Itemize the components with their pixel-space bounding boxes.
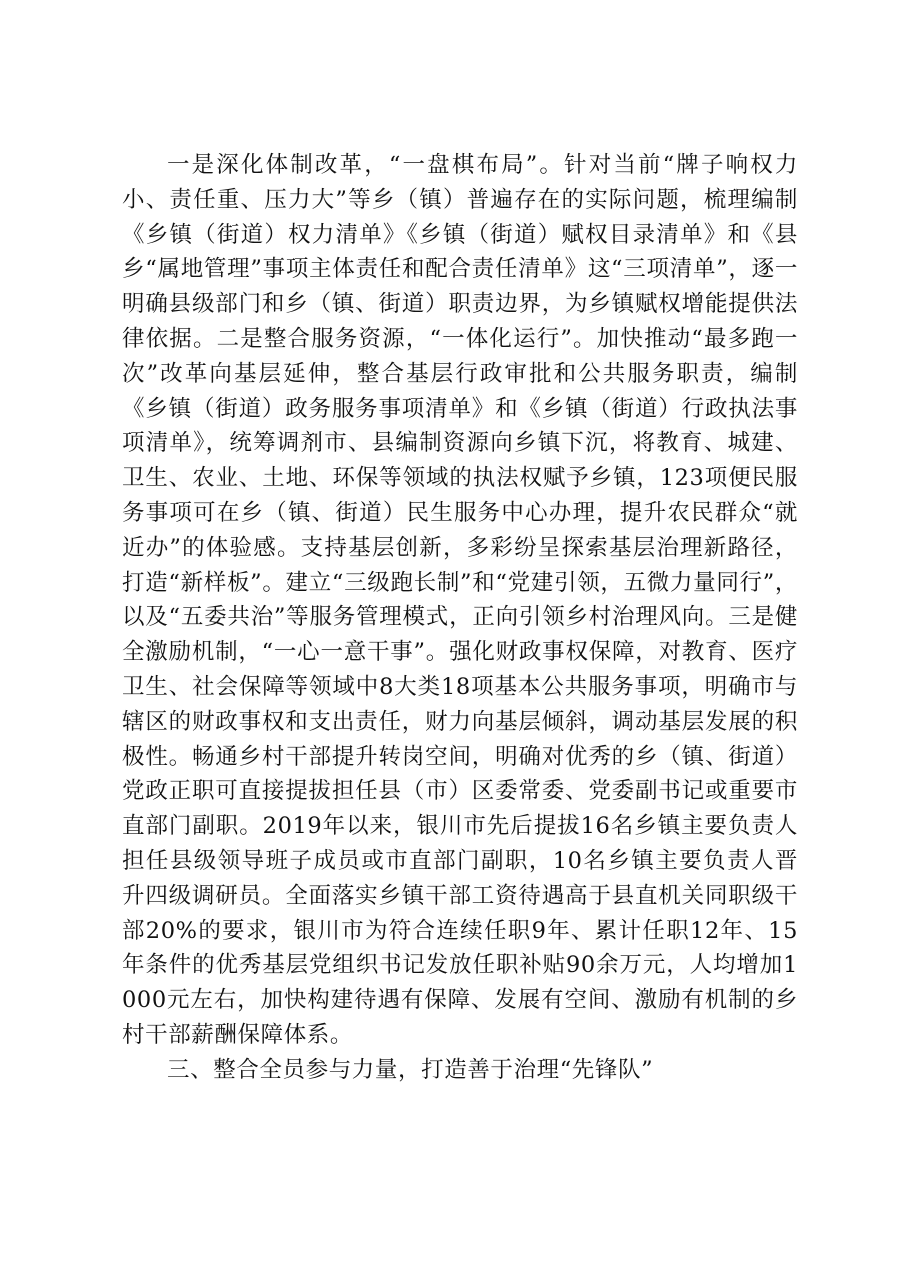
section-heading: 三、整合全员参与力量，打造善于治理“先锋队” xyxy=(167,1056,654,1083)
document-body xyxy=(122,148,798,1088)
body-paragraph: 一是深化体制改革，“一盘棋布局”。针对当前“牌子响权力小、责任重、压力大”等乡（镇）普遍存在的实际问题，梳理编制《乡镇（街道）权力清单》《乡镇（街道）赋权目录清单》和《县乡“属地管理”事项主体责任和配合责任清单》这“三项清单”，逐一明确县级部门和乡（镇、街道）职责边界，为乡镇赋权增能提供法律依据。二是整合服务资源，“一体化运行”。加快推动“最多跑一次”改革向基层延伸，整合基层行政审批和公共服务职责，编制《乡镇（街道）政务服务事项清单》和《乡镇（街道）行政执法事项清单》，统筹调剂市、县编制资源向乡镇下沉，将教育、城建、卫生、农业、土地、环保等领域的执法权赋予乡镇，123项便民服务事项可在乡（镇、街道）民生服务中心办理，提升农民群众“就近办”的体验感。支持基层创新，多彩纷呈探索基层治理新路径，打造“新样板”。建立“三级跑长制”和“党建引领，五微力量同行”，以及“五委共治”等服务管理模式，正向引领乡村治理风向。三是健全激励机制，“一心一意干事”。强化财政事权保障，对教育、医疗卫生、社会保障等领域中8大类18项基本公共服务事项，明确市与辖区的财政事权和支出责任，财力向基层倾斜，调动基层发展的积极性。畅通乡村干部提升转岗空间，明确对优秀的乡（镇、街道）党政正职可直接提拔担任县（市）区委常委、党委副书记或重要市直部门副职。2019年以来，银川市先后提拔16名乡镇主要负责人担任县级领导班子成员或市直部门副职，10名乡镇主要负责人晋升四级调研员。全面落实乡镇干部工资待遇高于县直机关同职级干部20%的要求，银川市为符合连续任职9年、累计任职12年、15年条件的优秀基层党组织书记发放任职补贴90余万元，人均增加1000元左右，加快构建待遇有保障、发展有空间、激励有机制的乡村干部薪酬保障体系。 xyxy=(122,152,798,1048)
